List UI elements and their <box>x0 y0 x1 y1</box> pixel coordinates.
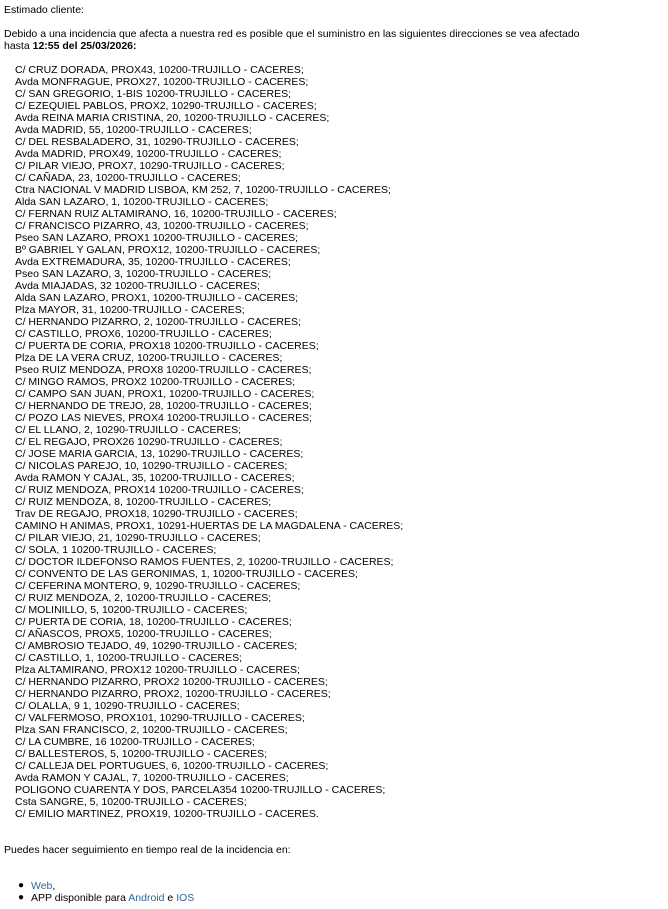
address-line: Csta SANGRE, 5, 10200-TRUJILLO - CACERES; <box>15 796 247 808</box>
address-line: Avda REINA MARIA CRISTINA, 20, 10200-TRUJILLO - CACERES; <box>15 112 330 124</box>
address-line: Pseo SAN LAZARO, 3, 10200-TRUJILLO - CACERES; <box>15 268 272 280</box>
web-suffix: , <box>52 880 56 892</box>
address-line: Plza SAN FRANCISCO, 2, 10200-TRUJILLO - CACERES; <box>15 724 288 736</box>
address-line: C/ DOCTOR ILDEFONSO RAMOS FUENTES, 2, 10200-TRUJILLO - CACERES; <box>15 556 394 568</box>
address-line: C/ HERNANDO PIZARRO, 2, 10200-TRUJILLO - CACERES; <box>15 316 301 328</box>
android-link[interactable]: Android <box>128 892 165 904</box>
address-line: C/ PILAR VIEJO, 21, 10290-TRUJILLO - CACERES; <box>15 532 261 544</box>
bullet-icon: ● <box>18 880 25 891</box>
address-line: Plza MAYOR, 31, 10200-TRUJILLO - CACERES; <box>15 304 245 316</box>
bullet-icon: ● <box>18 892 25 903</box>
address-line: C/ FRANCISCO PIZARRO, 43, 10200-TRUJILLO - CACERES; <box>15 220 309 232</box>
tracking-links <box>4 880 660 904</box>
address-line: Alda SAN LAZARO, PROX1, 10200-TRUJILLO - CACERES; <box>15 292 299 304</box>
address-line: Avda RAMON Y CAJAL, 7, 10200-TRUJILLO - CACERES; <box>15 772 289 784</box>
address-line: C/ AMBROSIO TEJADO, 49, 10290-TRUJILLO - CACERES; <box>15 640 298 652</box>
address-line: C/ PUERTA DE CORIA, 18, 10200-TRUJILLO - CACERES; <box>15 616 292 628</box>
address-line: Avda MADRID, PROX49, 10200-TRUJILLO - CACERES; <box>15 148 282 160</box>
address-line: C/ RUIZ MENDOZA, 8, 10200-TRUJILLO - CACERES; <box>15 496 272 508</box>
address-line: C/ CRUZ DORADA, PROX43, 10200-TRUJILLO - CACERES; <box>15 64 304 76</box>
address-line: C/ PILAR VIEJO, PROX7, 10290-TRUJILLO - CACERES; <box>15 160 285 172</box>
address-line: C/ CASTILLO, PROX6, 10200-TRUJILLO - CACERES; <box>15 328 272 340</box>
address-line: C/ CALLEJA DEL PORTUGUES, 6, 10200-TRUJILLO - CACERES; <box>15 760 329 772</box>
app-conjunction: e <box>164 892 177 904</box>
address-line: C/ DEL RESBALADERO, 31, 10290-TRUJILLO - CACERES; <box>15 136 299 148</box>
address-line: Avda MONFRAGUE, PROX27, 10200-TRUJILLO - CACERES; <box>15 76 309 88</box>
address-line: C/ CASTILLO, 1, 10200-TRUJILLO - CACERES; <box>15 652 242 664</box>
address-line: C/ BALLESTEROS, 5, 10200-TRUJILLO - CACERES; <box>15 748 268 760</box>
address-line: C/ OLALLA, 9 1, 10290-TRUJILLO - CACERES; <box>15 700 240 712</box>
address-line: C/ CAMPO SAN JUAN, PROX1, 10200-TRUJILLO - CACERES; <box>15 388 315 400</box>
app-prefix: APP disponible para <box>31 892 129 904</box>
address-line: C/ CAÑADA, 23, 10200-TRUJILLO - CACERES; <box>15 172 241 184</box>
address-line: Bº GABRIEL Y GALAN, PROX12, 10200-TRUJILLO - CACERES; <box>15 244 321 256</box>
web-link[interactable]: Web <box>31 880 53 892</box>
address-line: C/ SOLA, 1 10200-TRUJILLO - CACERES; <box>15 544 217 556</box>
address-line: Alda SAN LAZARO, 1, 10200-TRUJILLO - CACERES; <box>15 196 269 208</box>
intro-text: Debido a una incidencia que afecta a nuestra red es posible que el suministro en las siguientes direcciones se vea afectado hasta <box>4 28 580 52</box>
address-line: C/ HERNANDO PIZARRO, PROX2, 10200-TRUJILLO - CACERES; <box>15 688 331 700</box>
address-line: Avda RAMON Y CAJAL, 35, 10200-TRUJILLO - CACERES; <box>15 472 295 484</box>
address-line: C/ MINGO RAMOS, PROX2 10200-TRUJILLO - CACERES; <box>15 376 296 388</box>
address-line: Avda MIAJADAS, 32 10200-TRUJILLO - CACERES; <box>15 280 260 292</box>
address-line: C/ EMILIO MARTINEZ, PROX19, 10200-TRUJILLO - CACERES. <box>15 808 319 820</box>
address-line: C/ RUIZ MENDOZA, PROX14 10200-TRUJILLO - CACERES; <box>15 484 304 496</box>
intro-paragraph <box>4 28 604 52</box>
greeting: Estimado cliente: <box>4 4 84 16</box>
address-line: C/ MOLINILLO, 5, 10200-TRUJILLO - CACERES; <box>15 604 248 616</box>
address-line: CAMINO H ANIMAS, PROX1, 10291-HUERTAS DE LA MAGDALENA - CACERES; <box>15 520 404 532</box>
ios-link[interactable]: IOS <box>176 892 195 904</box>
address-line: C/ NICOLAS PAREJO, 10, 10290-TRUJILLO - CACERES; <box>15 460 288 472</box>
address-line: C/ JOSE MARIA GARCIA, 13, 10290-TRUJILLO - CACERES; <box>15 448 304 460</box>
address-line: Plza ALTAMIRANO, PROX12 10200-TRUJILLO - CACERES; <box>15 664 300 676</box>
address-line: Trav DE REGAJO, PROX18, 10290-TRUJILLO - CACERES; <box>15 508 298 520</box>
address-line: C/ HERNANDO PIZARRO, PROX2 10200-TRUJILLO - CACERES; <box>15 676 328 688</box>
address-line: C/ HERNANDO DE TREJO, 28, 10200-TRUJILLO - CACERES; <box>15 400 312 412</box>
address-line: C/ EZEQUIEL PABLOS, PROX2, 10290-TRUJILLO - CACERES; <box>15 100 317 112</box>
address-line: POLIGONO CUARENTA Y DOS, PARCELA354 10200-TRUJILLO - CACERES; <box>15 784 386 796</box>
address-line: C/ PUERTA DE CORIA, PROX18 10200-TRUJILLO - CACERES; <box>15 340 319 352</box>
address-line: C/ VALFERMOSO, PROX101, 10290-TRUJILLO - CACERES; <box>15 712 305 724</box>
outage-datetime: 12:55 del 25/03/2026 <box>32 40 134 52</box>
address-line: Pseo SAN LAZARO, PROX1 10200-TRUJILLO - CACERES; <box>15 232 299 244</box>
address-line: C/ POZO LAS NIEVES, PROX4 10200-TRUJILLO - CACERES; <box>15 412 313 424</box>
address-line: Ctra NACIONAL V MADRID LISBOA, KM 252, 7, 10200-TRUJILLO - CACERES; <box>15 184 391 196</box>
list-item-web <box>18 880 660 892</box>
address-line: C/ RUIZ MENDOZA, 2, 10200-TRUJILLO - CACERES; <box>15 592 272 604</box>
address-line: C/ FERNAN RUIZ ALTAMIRANO, 16, 10200-TRUJILLO - CACERES; <box>15 208 337 220</box>
intro-suffix: : <box>133 40 137 52</box>
address-line: C/ CONVENTO DE LAS GERONIMAS, 1, 10200-TRUJILLO - CACERES; <box>15 568 358 580</box>
address-line: Plza DE LA VERA CRUZ, 10200-TRUJILLO - CACERES; <box>15 352 283 364</box>
address-list <box>4 64 660 820</box>
address-line: Pseo RUIZ MENDOZA, PROX8 10200-TRUJILLO - CACERES; <box>15 364 312 376</box>
address-line: C/ CEFERINA MONTERO, 9, 10290-TRUJILLO - CACERES; <box>15 580 301 592</box>
address-line: C/ LA CUMBRE, 16 10200-TRUJILLO - CACERES; <box>15 736 255 748</box>
address-line: C/ SAN GREGORIO, 1-BIS 10200-TRUJILLO - CACERES; <box>15 88 291 100</box>
address-line: Avda EXTREMADURA, 35, 10200-TRUJILLO - CACERES; <box>15 256 291 268</box>
address-line: C/ EL REGAJO, PROX26 10290-TRUJILLO - CACERES; <box>15 436 283 448</box>
list-item-app <box>18 892 660 904</box>
address-line: Avda MADRID, 55, 10200-TRUJILLO - CACERES; <box>15 124 252 136</box>
address-line: C/ EL LLANO, 2, 10290-TRUJILLO - CACERES; <box>15 424 242 436</box>
email-content <box>4 4 660 904</box>
address-line: C/ AÑASCOS, PROX5, 10200-TRUJILLO - CACERES; <box>15 628 272 640</box>
tracking-text: Puedes hacer seguimiento en tiempo real de la incidencia en: <box>4 844 291 856</box>
